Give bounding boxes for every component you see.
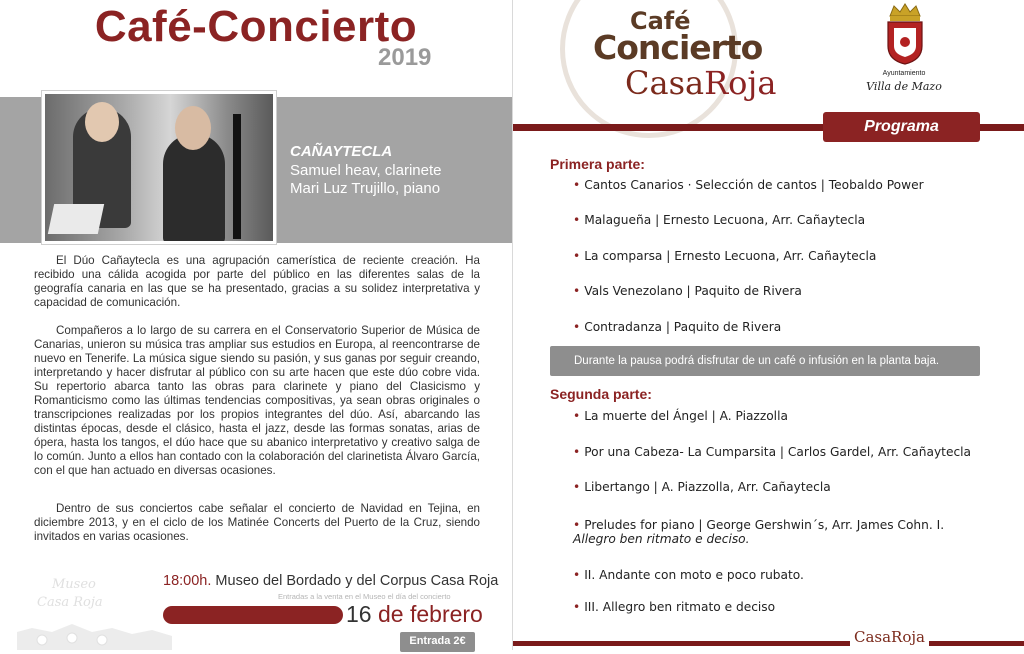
- event-time: 18:00h.: [163, 573, 212, 589]
- bio-paragraph-3: Dentro de sus conciertos cabe señalar el concierto de Navidad en Tejina, en diciembre 2013, y en el ciclo de los Matinée Concerts del Puerto de la Cruz, siendo invitados en varias ocasiones.: [34, 502, 480, 543]
- band-member-1: Samuel heav, clarinete: [290, 162, 442, 179]
- program-item: • Libertango | A. Piazzolla, Arr. Cañaytecla: [573, 480, 831, 494]
- program-item: • Vals Venezolano | Paquito de Rivera: [573, 284, 802, 298]
- band-member-2: Mari Luz Trujillo, piano: [290, 180, 441, 197]
- ticket-price-badge: Entrada 2€: [400, 632, 475, 652]
- date-month: febrero: [409, 601, 483, 627]
- program-item: • Contradanza | Paquito de Rivera: [573, 320, 782, 334]
- bullet-icon: •: [573, 445, 581, 459]
- bullet-icon: •: [573, 480, 581, 494]
- date-bar: [163, 606, 343, 624]
- logo-cafe: Café: [630, 7, 691, 35]
- bio-paragraph-1: El Dúo Cañaytecla es una agrupación camerística de reciente creación. Ha recibido una cálida acogida por parte del público en las diferentes salas de la geografía canaria en las que se ha presentado, gracias a su solidez interpretativa y capacidad de comunicación.: [34, 254, 480, 309]
- ayuntamiento-label: Ayuntamiento: [882, 70, 926, 77]
- clarinetist-figure: [163, 134, 225, 241]
- coat-of-arms-icon: [882, 2, 928, 66]
- part2-heading: Segunda parte:: [550, 386, 652, 402]
- intermission-note: Durante la pausa podrá disfrutar de un café o infusión en la planta baja.: [550, 346, 980, 376]
- part1-heading: Primera parte:: [550, 156, 645, 172]
- program-item: • Cantos Canarios · Selección de cantos | Teobaldo Power: [573, 178, 924, 192]
- logo-roja: Roja: [704, 64, 777, 102]
- bullet-icon: •: [573, 284, 581, 298]
- event-time-venue: [163, 573, 498, 589]
- date-de: de: [377, 601, 404, 627]
- program-item: • II. Andante con moto e poco rubato.: [573, 568, 804, 582]
- band-name: CAÑAYTECLA: [290, 143, 393, 160]
- casa-roja-mini-logo: CasaRoja: [850, 628, 929, 646]
- duo-photo: [41, 90, 277, 245]
- bullet-icon: •: [573, 600, 581, 614]
- program-item: • Malagueña | Ernesto Lecuona, Arr. Cañaytecla: [573, 213, 866, 227]
- bullet-icon: •: [573, 568, 581, 582]
- bullet-icon: •: [573, 518, 581, 532]
- sheet-music: [48, 204, 104, 234]
- event-venue: Museo del Bordado y del Corpus Casa Roja: [215, 573, 499, 589]
- program-item: • Por una Cabeza- La Cumparsita | Carlos Gardel, Arr. Cañaytecla: [573, 445, 972, 459]
- ayuntamiento-name: Villa de Mazo: [866, 80, 942, 93]
- program-item-subtitle: Allegro ben ritmato e deciso.: [573, 532, 750, 546]
- footer-bar: [513, 641, 1024, 646]
- logo-concierto: Concierto: [593, 28, 763, 67]
- page-title: Café-Concierto: [94, 2, 418, 51]
- clarinet-image: [233, 114, 241, 239]
- logo-casa: Casa: [625, 64, 705, 102]
- left-page: [0, 0, 512, 650]
- logo-casa-roja: [625, 64, 776, 102]
- bullet-icon: •: [573, 249, 581, 263]
- event-date: [346, 601, 483, 628]
- bullet-icon: •: [573, 320, 581, 334]
- bio-paragraph-2: Compañeros a lo largo de su carrera en el Conservatorio Superior de Música de Canarias, unieron su música tras ampliar sus estudios en Europa, al reencontrarse de nuevo en Tenerife. La música sigue siendo su pasión, y sus ganas por seguir creando, interpretando y hacer disfrutar al público con su arte hacen que este dúo cobre vida. Su repertorio abarca tanto las obras para clarinete y piano del Clasicismo y Romanticismo como las últimas tendencias compositivas, ya sean obras originales o transcripciones realizadas por los propios integrantes del dúo. Así, abarcando las distintas épocas, desde el clásico, hasta el jazz, desde las formas sonatas, arias de ópera, hasta los tangos, el dúo hace que su abanico interpretativo y creativo salga de lo común. Junto a ellos han contado con la colaboración del clarinetista Álvaro García, con el que han actuado en diversas ocasiones.: [34, 324, 480, 477]
- programa-heading: Programa: [823, 112, 980, 142]
- bullet-icon: •: [573, 409, 581, 423]
- bullet-icon: •: [573, 213, 581, 227]
- year-label: 2019: [378, 44, 432, 71]
- program-item: • III. Allegro ben ritmato e deciso: [573, 600, 776, 614]
- svg-text:Casa Roja: Casa Roja: [37, 595, 103, 610]
- date-day: 16: [346, 601, 372, 627]
- program-item: • La muerte del Ángel | A. Piazzolla: [573, 409, 788, 423]
- svg-text:Museo: Museo: [52, 577, 96, 592]
- bullet-icon: •: [573, 178, 581, 192]
- ticket-note: Entradas a la venta en el Museo el día del concierto: [278, 592, 451, 601]
- museum-watermark-logo: [12, 572, 182, 650]
- program-item: • Preludes for piano | George Gershwin´s, Arr. James Cohn. I. Allegro ben ritmato e deciso.: [573, 518, 945, 546]
- program-item: • La comparsa | Ernesto Lecuona, Arr. Cañaytecla: [573, 249, 877, 263]
